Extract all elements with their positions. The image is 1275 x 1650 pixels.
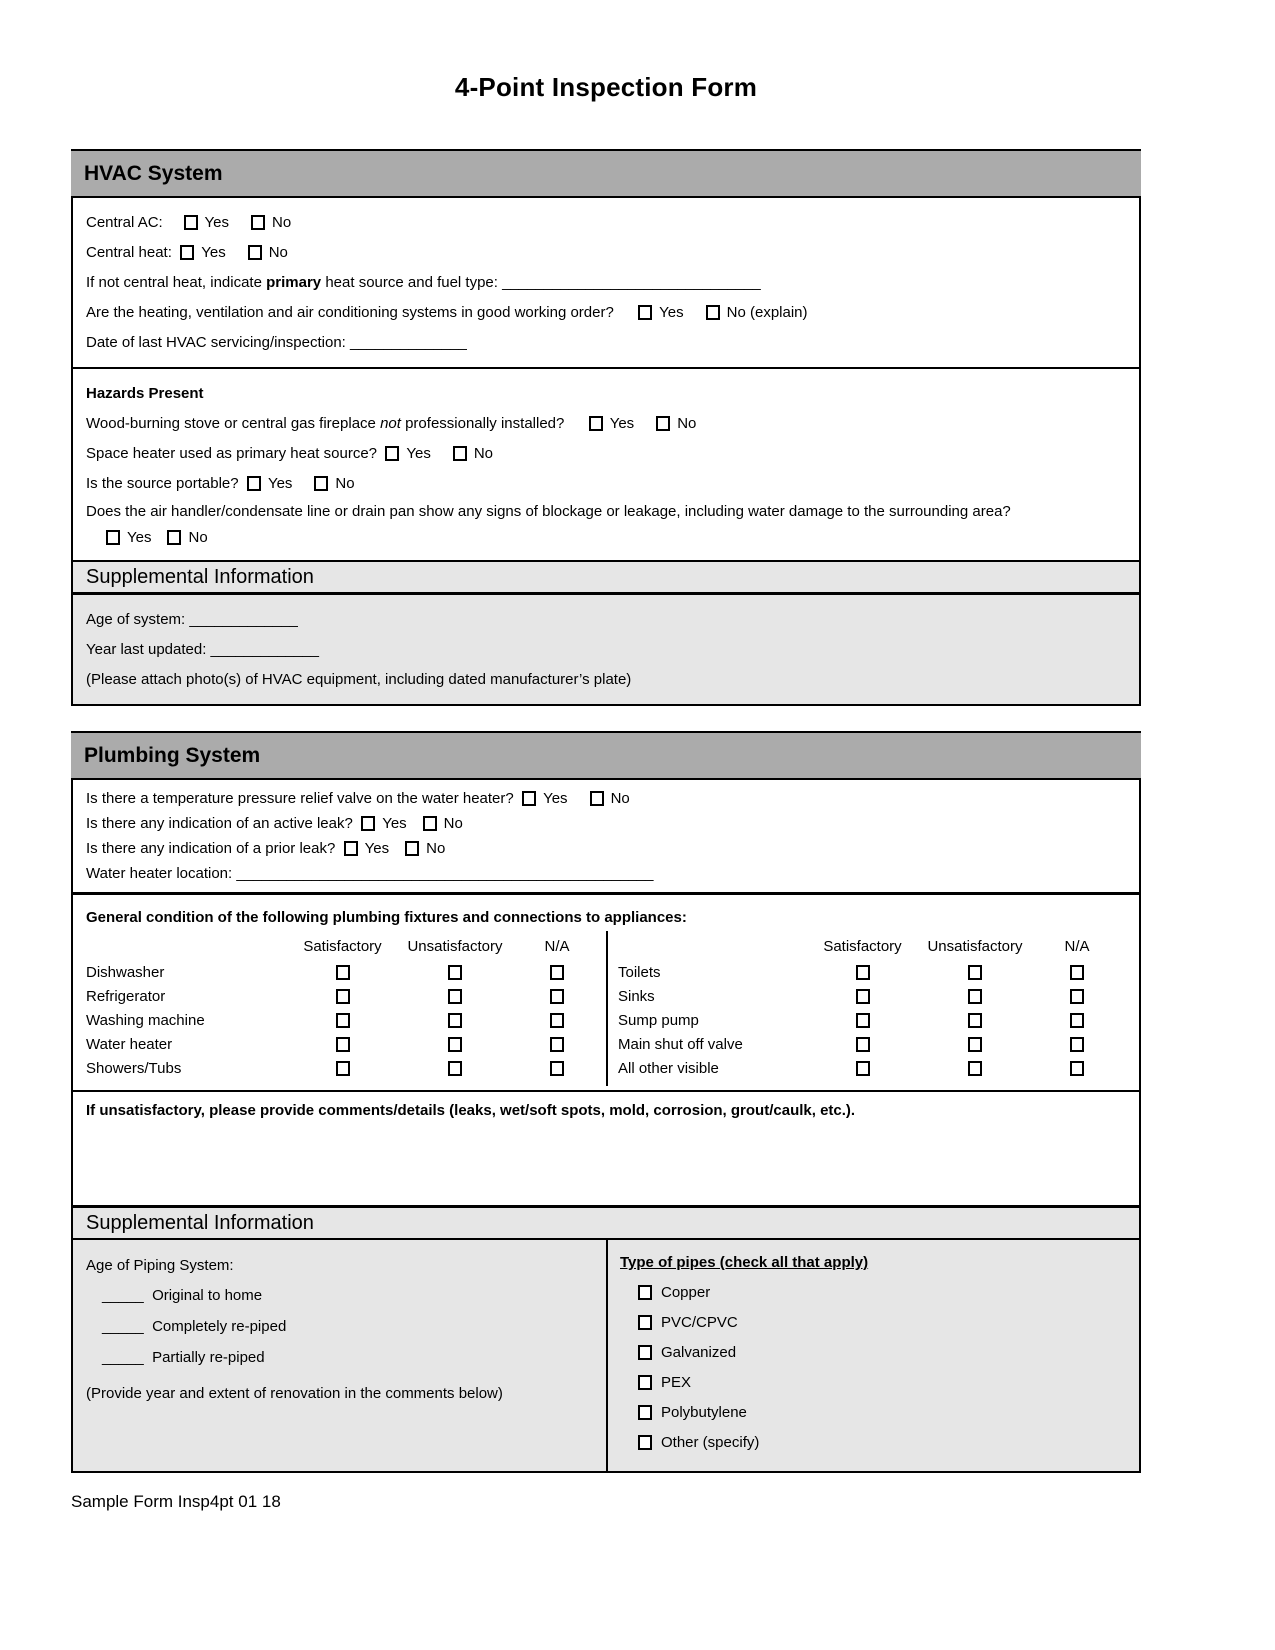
pipe-option-copper: Copper <box>638 1277 1129 1307</box>
column-header-unsatisfactory: Unsatisfactory <box>927 938 1023 955</box>
hazard-q2-row: Space heater used as primary heat source? Yes No <box>86 444 494 462</box>
hazard-q2-no: No <box>453 445 493 462</box>
hvac-questions-block <box>73 198 1139 367</box>
hvac-supplemental-block <box>73 595 1139 704</box>
checkbox-stove-no[interactable] <box>656 416 670 431</box>
prior-leak-yes: Yes <box>344 840 389 857</box>
checkbox-prior-leak-yes[interactable] <box>344 841 358 856</box>
column-header-unsatisfactory: Unsatisfactory <box>407 938 503 955</box>
tpr-valve-no: No <box>590 790 630 807</box>
hvac-photo-note: (Please attach photo(s) of HVAC equipment, including dated manufacturer’s plate) <box>86 670 632 688</box>
partial-blank-line: _____ <box>102 1349 144 1366</box>
renovation-note: (Provide year and extent of renovation in the comments below) <box>86 1385 503 1402</box>
piping-age-option-repiped: _____ Completely re-piped <box>102 1318 287 1335</box>
fixtures-left-half <box>86 931 606 1086</box>
central-ac-no: No <box>251 214 291 231</box>
hazard-q3-no: No <box>314 475 354 492</box>
column-header-na: N/A <box>544 938 570 955</box>
plumbing-section-header <box>71 731 1141 780</box>
checkbox-central-heat-no[interactable] <box>248 245 262 260</box>
checkbox-sump-pump-unsatisfactory[interactable] <box>968 1013 982 1028</box>
water-heater-location-row: Water heater location: __________________________________________________ <box>86 865 654 882</box>
repiped-blank-line: _____ <box>102 1318 144 1335</box>
checkbox-drainpan-no[interactable] <box>167 530 181 545</box>
central-ac-label: Central AC: <box>86 213 163 231</box>
checkbox-water-heater-satisfactory[interactable] <box>336 1037 350 1052</box>
form-footer: Sample Form Insp4pt 01 18 <box>71 1492 281 1511</box>
active-leak-row: Is there any indication of an active leak? Yes No <box>86 815 463 832</box>
plumbing-section-title: Plumbing System <box>84 743 261 767</box>
checkbox-drainpan-yes[interactable] <box>106 530 120 545</box>
pipe-option-polybutylene: Polybutylene <box>638 1397 1129 1427</box>
fixtures-right-header <box>618 933 1120 960</box>
hazard-q1-row: Wood-burning stove or central gas fireplace not professionally installed? Yes No <box>86 414 697 432</box>
fixture-row-refrigerator: Refrigerator <box>86 984 600 1008</box>
hvac-section-title: HVAC System <box>84 161 223 185</box>
column-header-satisfactory: Satisfactory <box>303 938 382 955</box>
hazards-heading: Hazards Present <box>86 384 204 402</box>
piping-age-option-partial: _____ Partially re-piped <box>102 1349 265 1366</box>
fixtures-left-header <box>86 933 600 960</box>
checkbox-space-heater-yes[interactable] <box>385 446 399 461</box>
servicing-blank-line: ______________ <box>350 333 467 351</box>
hazards-block <box>73 369 1139 560</box>
checkbox-central-heat-yes[interactable] <box>180 245 194 260</box>
year-updated-blank-line: _____________ <box>210 640 319 658</box>
tpr-valve-row: Is there a temperature pressure relief valve on the water heater? Yes No <box>86 790 630 807</box>
checkbox-working-order-no[interactable] <box>706 305 720 320</box>
working-order-yes: Yes <box>638 304 683 321</box>
checkbox-tpr-yes[interactable] <box>522 791 536 806</box>
checkbox-main-shutoff-satisfactory[interactable] <box>856 1037 870 1052</box>
fixture-row-washing-machine: Washing machine <box>86 1008 600 1032</box>
checkbox-stove-yes[interactable] <box>589 416 603 431</box>
checkbox-water-heater-unsatisfactory[interactable] <box>448 1037 462 1052</box>
checkbox-sump-pump-na[interactable] <box>1070 1013 1084 1028</box>
hvac-supplemental-header: Supplemental Information <box>73 560 1139 595</box>
checkbox-main-shutoff-na[interactable] <box>1070 1037 1084 1052</box>
primary-heat-blank-line: _______________________________ <box>502 273 761 291</box>
column-header-na: N/A <box>1064 938 1090 955</box>
checkbox-space-heater-no[interactable] <box>453 446 467 461</box>
comments-block <box>73 1092 1139 1205</box>
checkbox-toilets-unsatisfactory[interactable] <box>968 965 982 980</box>
working-order-question: Are the heating, ventilation and air conditioning systems in good working order? <box>86 303 614 321</box>
central-heat-yes: Yes <box>180 244 225 261</box>
servicing-label: Date of last HVAC servicing/inspection: <box>86 333 346 351</box>
hazard-q4-no: No <box>167 529 207 546</box>
hazard-q2-yes: Yes <box>385 445 430 462</box>
checkbox-pex[interactable] <box>638 1375 652 1390</box>
checkbox-all-other-satisfactory[interactable] <box>856 1061 870 1076</box>
plumbing-questions-block <box>73 780 1139 892</box>
working-order-no: No (explain) <box>706 304 808 321</box>
active-leak-no: No <box>423 815 463 832</box>
active-leak-yes: Yes <box>361 815 406 832</box>
checkbox-sump-pump-satisfactory[interactable] <box>856 1013 870 1028</box>
form-page <box>71 0 1141 1498</box>
checkbox-all-other-na[interactable] <box>1070 1061 1084 1076</box>
fixtures-table <box>86 931 1126 1086</box>
working-order-row <box>86 297 1126 327</box>
central-heat-no: No <box>248 244 288 261</box>
plumbing-supplemental-header: Supplemental Information <box>73 1205 1139 1240</box>
hazard-q3-row: Is the source portable? Yes No <box>86 474 355 492</box>
hazard-q1-no: No <box>656 415 696 432</box>
checkbox-sinks-satisfactory[interactable] <box>856 989 870 1004</box>
fixture-row-water-heater: Water heater <box>86 1032 600 1056</box>
hazard-q4-yes: Yes <box>106 529 151 546</box>
prior-leak-no: No <box>405 840 445 857</box>
checkbox-central-ac-no[interactable] <box>251 215 265 230</box>
checkbox-main-shutoff-unsatisfactory[interactable] <box>968 1037 982 1052</box>
fixtures-block <box>73 895 1139 1090</box>
checkbox-showers-tubs-satisfactory[interactable] <box>336 1061 350 1076</box>
central-heat-row <box>86 237 1126 267</box>
checkbox-central-ac-yes[interactable] <box>184 215 198 230</box>
piping-age-heading: Age of Piping System: <box>86 1256 234 1274</box>
fixtures-right-half <box>606 931 1126 1086</box>
page-title: 4-Point Inspection Form <box>454 72 758 102</box>
checkbox-dishwasher-na[interactable] <box>550 965 564 980</box>
fixture-row-showers-tubs: Showers/Tubs <box>86 1056 600 1080</box>
servicing-date-row <box>86 327 1126 357</box>
pipe-option-other: Other (specify) <box>638 1427 1129 1457</box>
checkbox-toilets-satisfactory[interactable] <box>856 965 870 980</box>
plumbing-supplemental-block <box>73 1240 1139 1471</box>
pipe-option-galvanized: Galvanized <box>638 1337 1129 1367</box>
checkbox-pvc-cpvc[interactable] <box>638 1315 652 1330</box>
fixture-row-main-shutoff: Main shut off valve <box>618 1032 1120 1056</box>
checkbox-sinks-unsatisfactory[interactable] <box>968 989 982 1004</box>
fixture-row-all-other-visible: All other visible <box>618 1056 1120 1080</box>
checkbox-sinks-na[interactable] <box>1070 989 1084 1004</box>
checkbox-refrigerator-na[interactable] <box>550 989 564 1004</box>
checkbox-refrigerator-unsatisfactory[interactable] <box>448 989 462 1004</box>
checkbox-tpr-no[interactable] <box>590 791 604 806</box>
pipe-types-heading: Type of pipes (check all that apply) <box>620 1254 869 1271</box>
checkbox-washing-machine-na[interactable] <box>550 1013 564 1028</box>
pipe-option-pvc: PVC/CPVC <box>638 1307 1129 1337</box>
piping-age-column <box>73 1240 606 1471</box>
checkbox-showers-tubs-unsatisfactory[interactable] <box>448 1061 462 1076</box>
hvac-section-header <box>71 149 1141 198</box>
checkbox-prior-leak-no[interactable] <box>405 841 419 856</box>
piping-age-option-original: _____ Original to home <box>102 1287 263 1304</box>
checkbox-showers-tubs-na[interactable] <box>550 1061 564 1076</box>
fixture-row-toilets: Toilets <box>618 960 1120 984</box>
checkbox-toilets-na[interactable] <box>1070 965 1084 980</box>
year-updated-row: Year last updated: _____________ <box>86 640 319 658</box>
checkbox-refrigerator-satisfactory[interactable] <box>336 989 350 1004</box>
hazard-q4-answers <box>86 524 1126 550</box>
hazard-q3-yes: Yes <box>247 475 292 492</box>
pipe-option-pex: PEX <box>638 1367 1129 1397</box>
checkbox-polybutylene[interactable] <box>638 1405 652 1420</box>
column-header-satisfactory: Satisfactory <box>823 938 902 955</box>
fixtures-intro: General condition of the following plumbing fixtures and connections to appliances: <box>86 909 687 926</box>
checkbox-dishwasher-satisfactory[interactable] <box>336 965 350 980</box>
checkbox-washing-machine-unsatisfactory[interactable] <box>448 1013 462 1028</box>
tpr-valve-yes: Yes <box>522 790 567 807</box>
fixture-row-sinks: Sinks <box>618 984 1120 1008</box>
checkbox-all-other-unsatisfactory[interactable] <box>968 1061 982 1076</box>
central-heat-label: Central heat: <box>86 243 172 261</box>
central-ac-yes: Yes <box>184 214 229 231</box>
water-heater-location-blank-line: __________________________________________________ <box>236 865 654 882</box>
checkbox-portable-yes[interactable] <box>247 476 261 491</box>
hazard-q4-question: Does the air handler/condensate line or drain pan show any signs of blockage or leakage, including water damage to the surrounding area? <box>86 502 1011 520</box>
checkbox-other-specify[interactable] <box>638 1435 652 1450</box>
prior-leak-row: Is there any indication of a prior leak? Yes No <box>86 840 446 857</box>
fixture-row-dishwasher: Dishwasher <box>86 960 600 984</box>
hvac-section <box>71 149 1141 706</box>
checkbox-copper[interactable] <box>638 1285 652 1300</box>
hazard-q1-yes: Yes <box>589 415 634 432</box>
pipe-types-column <box>606 1240 1139 1471</box>
original-blank-line: _____ <box>102 1287 144 1304</box>
age-of-system-row: Age of system: _____________ <box>86 610 298 628</box>
checkbox-working-order-yes[interactable] <box>638 305 652 320</box>
checkbox-washing-machine-satisfactory[interactable] <box>336 1013 350 1028</box>
comments-label: If unsatisfactory, please provide comments/details (leaks, wet/soft spots, mold, corrosion, grout/caulk, etc.). <box>86 1102 856 1119</box>
checkbox-galvanized[interactable] <box>638 1345 652 1360</box>
checkbox-active-leak-yes[interactable] <box>361 816 375 831</box>
hazard-q4-row <box>86 498 1126 524</box>
central-ac-row <box>86 207 1126 237</box>
fixture-row-sump-pump: Sump pump <box>618 1008 1120 1032</box>
checkbox-water-heater-na[interactable] <box>550 1037 564 1052</box>
checkbox-dishwasher-unsatisfactory[interactable] <box>448 965 462 980</box>
checkbox-portable-no[interactable] <box>314 476 328 491</box>
plumbing-section <box>71 731 1141 1473</box>
checkbox-active-leak-no[interactable] <box>423 816 437 831</box>
primary-heat-row: If not central heat, indicate primary heat source and fuel type: _______________________________ <box>86 273 761 291</box>
age-of-system-blank-line: _____________ <box>189 610 298 628</box>
